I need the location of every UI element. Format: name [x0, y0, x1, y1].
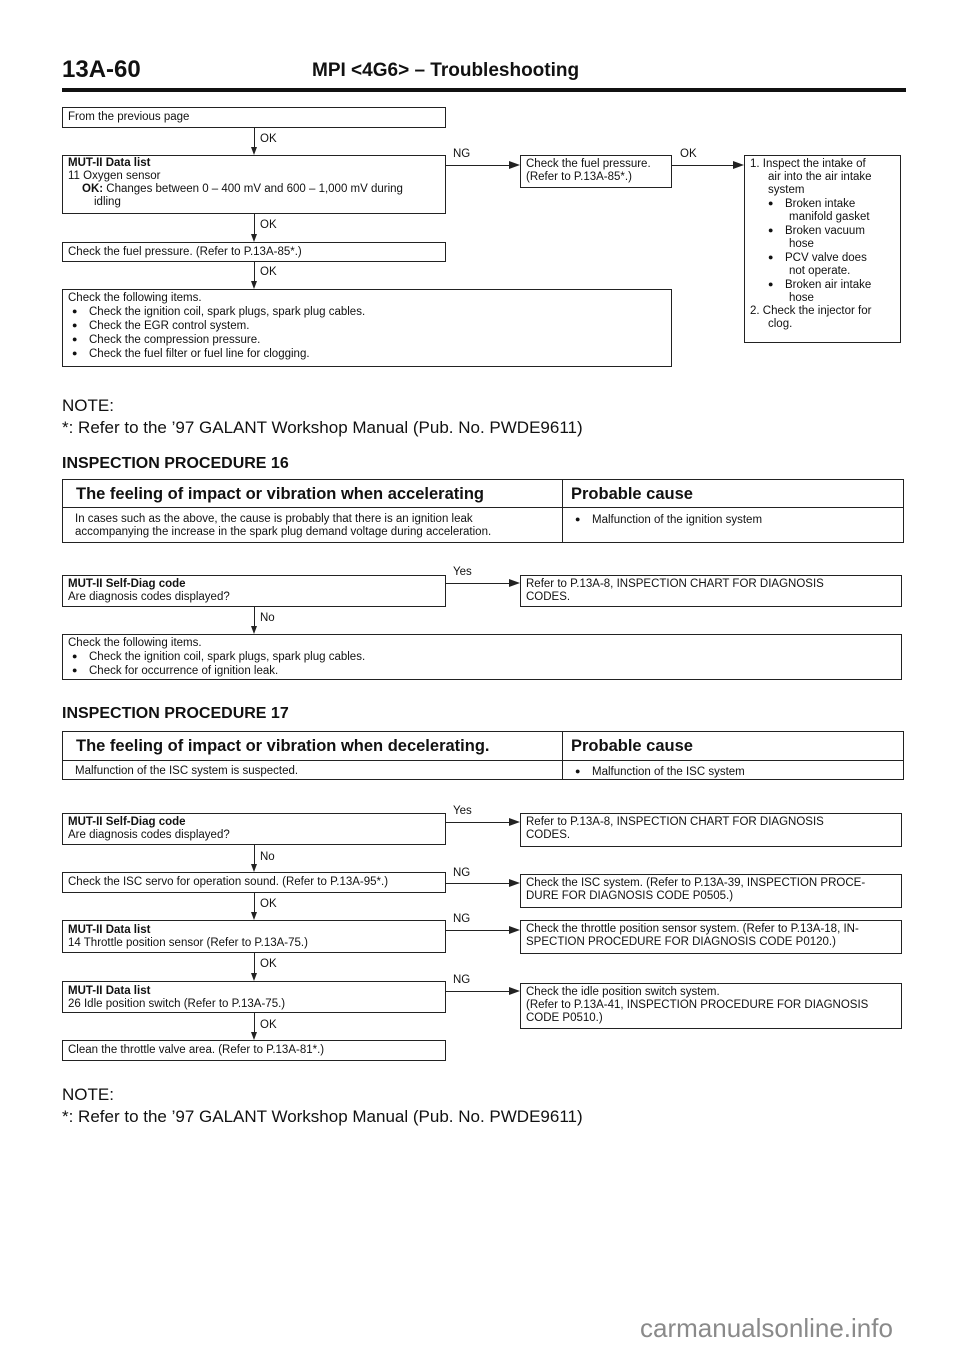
- connector: [446, 930, 510, 931]
- watermark-text: carmanualsonline.info: [640, 1313, 893, 1343]
- table-divider: [562, 732, 563, 779]
- mut-ok: OK: Changes between 0 – 400 mV and 600 – 1,000 mV during: [82, 183, 403, 195]
- arrow-down: [251, 147, 257, 155]
- check-items-box: Check the following items. ● Check the ignition coil, spark plugs, spark plug cables. ● Check for occurrence of ignition leak.: [62, 634, 902, 680]
- isc-servo-box: Check the ISC servo for operation sound. (Refer to P.13A-95*.): [62, 872, 446, 893]
- table-header: Probable cause: [571, 737, 693, 755]
- header-rule: [62, 88, 906, 92]
- table-cell: ● Malfunction of the ignition system: [571, 513, 762, 527]
- note-text: *: Refer to the ’97 GALANT Workshop Manual (Pub. No. PWDE9611): [62, 1107, 583, 1126]
- ok-label: OK: [260, 898, 277, 910]
- tps-data-list-box: MUT-II Data list 14 Throttle position sensor (Refer to P.13A-75.): [62, 920, 446, 953]
- ng-label: NG: [453, 913, 471, 925]
- ng-label: NG: [453, 867, 471, 879]
- proc16-table: [62, 479, 904, 543]
- no-label: No: [260, 612, 275, 624]
- mut-data-list-oxygen-box: [62, 155, 446, 214]
- arrow-right: [509, 579, 520, 587]
- clean-throttle-box: Clean the throttle valve area. (Refer to P.13A-81*.): [62, 1040, 446, 1061]
- self-diag-box: MUT-II Self-Diag code Are diagnosis codes displayed?: [62, 575, 446, 607]
- table-divider: [63, 507, 903, 508]
- arrow-right: [509, 818, 520, 826]
- ok-label: OK: [260, 958, 277, 970]
- arrow-down: [251, 1032, 257, 1040]
- refer-inspection-chart-box: Refer to P.13A-8, INSPECTION CHART FOR DIAGNOSIS CODES.: [520, 575, 902, 607]
- connector: [446, 822, 510, 823]
- isc-system-box: Check the ISC system. (Refer to P.13A-39, INSPECTION PROCE- DURE FOR DIAGNOSIS CODE P0505.): [520, 874, 902, 908]
- connector: [254, 262, 255, 282]
- table-cell: ● Malfunction of the ISC system: [571, 765, 745, 779]
- table-header: The feeling of impact or vibration when accelerating: [76, 485, 484, 503]
- arrow-right: [509, 926, 520, 934]
- connector: [254, 1013, 255, 1033]
- table-header: The feeling of impact or vibration when decelerating.: [76, 737, 490, 755]
- page-number: 13A-60: [62, 56, 141, 83]
- arrow-right: [509, 161, 520, 169]
- check-items-box: Check the following items. ● Check the ignition coil, spark plugs, spark plug cables. ● Check the EGR control system. ● Check the compression pressure. ● Check the fuel filter or fuel line for clogging.: [62, 289, 672, 367]
- arrow-right: [509, 879, 520, 887]
- note-label: NOTE:: [62, 396, 114, 415]
- proc17-table: [62, 731, 904, 780]
- table-cell: Malfunction of the ISC system is suspected.: [75, 765, 299, 777]
- arrow-down: [251, 234, 257, 242]
- table-header: Probable cause: [571, 485, 693, 503]
- section-title: INSPECTION PROCEDURE 16: [62, 455, 289, 472]
- arrow-right: [509, 987, 520, 995]
- connector: [254, 128, 255, 148]
- ok-label: OK: [260, 1019, 277, 1031]
- fuel-pressure-left-box: Check the fuel pressure. (Refer to P.13A-85*.): [62, 242, 446, 262]
- ok-label: OK: [260, 266, 277, 278]
- connector: [446, 583, 510, 584]
- arrow-down: [251, 912, 257, 920]
- idle-switch-system-box: Check the idle position switch system. (Refer to P.13A-41, INSPECTION PROCEDURE FOR DIAGNOSIS CODE P0510.): [520, 983, 902, 1029]
- connector: [446, 165, 510, 166]
- no-label: No: [260, 851, 275, 863]
- arrow-down: [251, 626, 257, 634]
- connector: [254, 607, 255, 627]
- ok-label: OK: [260, 219, 277, 231]
- connector: [254, 845, 255, 865]
- connector: [254, 893, 255, 913]
- section-title: INSPECTION PROCEDURE 17: [62, 705, 289, 722]
- ng-label: NG: [453, 974, 471, 986]
- connector: [446, 883, 510, 884]
- intake-inspection-box: 1. Inspect the intake of air into the air intake system ● Broken intake manifold gasket ● Broken vacuum hose ● PCV valve does not operate. ● Broken air intake hose 2. Check the injector for clog.: [744, 155, 901, 343]
- tps-system-box: Check the throttle position sensor system. (Refer to P.13A-18, IN- SPECTION PROCEDURE FOR DIAGNOSIS CODE P0120.): [520, 920, 902, 954]
- table-cell: In cases such as the above, the cause is probably that there is an ignition leak accompanying the increase in the spark plug demand voltage during acceleration.: [75, 513, 492, 538]
- table-divider: [562, 480, 563, 542]
- mut-title: MUT-II Data list: [68, 157, 151, 169]
- arrow-down: [251, 973, 257, 981]
- refer-inspection-chart-box: Refer to P.13A-8, INSPECTION CHART FOR DIAGNOSIS CODES.: [520, 813, 902, 847]
- mut-line: 11 Oxygen sensor: [68, 170, 161, 182]
- yes-label: Yes: [453, 566, 472, 578]
- arrow-down: [251, 864, 257, 872]
- note-label: NOTE:: [62, 1085, 114, 1104]
- connector: [446, 991, 510, 992]
- ng-label: NG: [453, 148, 471, 160]
- connector: [254, 214, 255, 234]
- fuel-pressure-right-box: Check the fuel pressure. (Refer to P.13A-85*.): [520, 155, 672, 188]
- arrow-down: [251, 281, 257, 289]
- connector: [672, 165, 734, 166]
- self-diag-box: MUT-II Self-Diag code Are diagnosis codes displayed?: [62, 813, 446, 845]
- arrow-right: [733, 161, 744, 169]
- connector: [254, 953, 255, 973]
- ok-label: OK: [680, 148, 697, 160]
- page-title: MPI <4G6> – Troubleshooting: [312, 60, 580, 81]
- table-divider: [63, 760, 903, 761]
- from-previous-page-box: From the previous page: [62, 107, 446, 128]
- note-text: *: Refer to the ’97 GALANT Workshop Manual (Pub. No. PWDE9611): [62, 418, 583, 437]
- mut-ok-cont: idling: [94, 196, 121, 208]
- ok-label: OK: [260, 133, 277, 145]
- idle-data-list-box: MUT-II Data list 26 Idle position switch (Refer to P.13A-75.): [62, 981, 446, 1013]
- yes-label: Yes: [453, 805, 472, 817]
